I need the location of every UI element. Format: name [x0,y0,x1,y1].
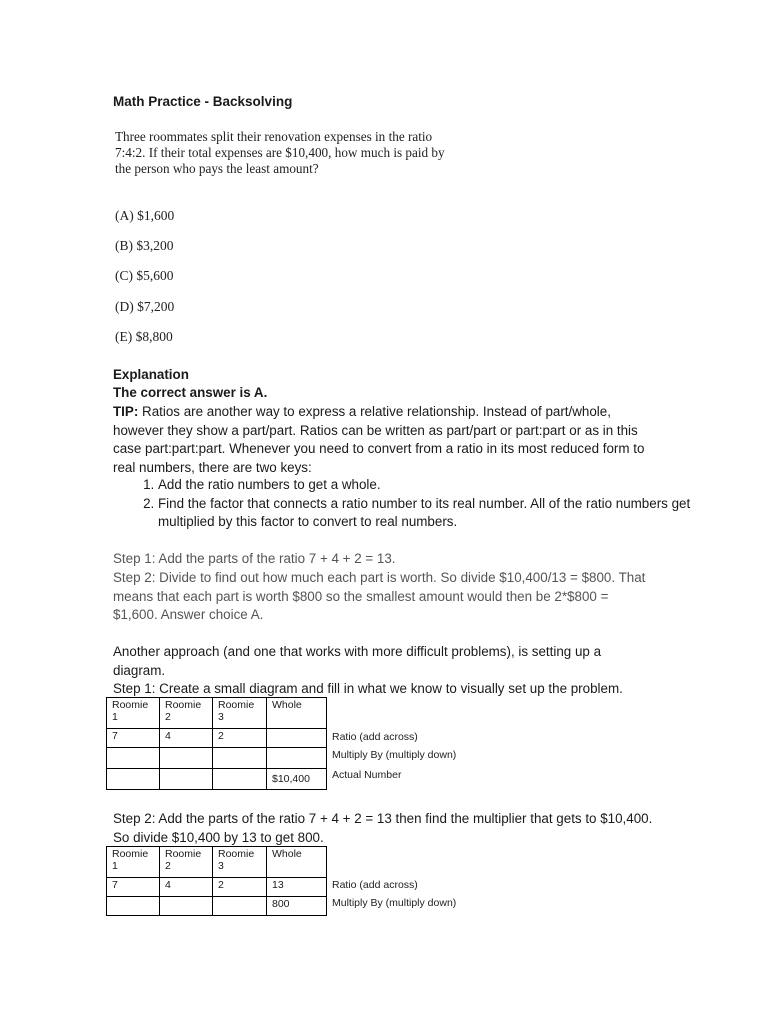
table-cell: $10,400 [267,769,327,790]
diagram-table-2 [106,846,327,916]
tip-label: TIP: [113,404,139,419]
table-cell [160,897,213,916]
approach-step2: Step 2: Add the parts of the ratio 7 + 4 + 2 = 13 then find the multiplier that gets to $10,400. So divide $10,400 by 13 to get 800. [113,811,653,845]
step2-text: Step 2: Divide to find out how much each part is worth. So divide $10,400/13 = $800. That means that each part is worth $800 so the smallest amount would then be 2*$800 = $1,600. Answer choice A. [113,570,646,622]
correct-answer: The correct answer is A. [113,385,268,400]
row-label-multiply: Multiply By (multiply down) [332,897,457,909]
explanation-heading: Explanation [113,367,189,382]
table-cell: 2 [213,729,267,748]
table-cell: 7 [107,878,160,897]
table-cell [160,748,213,769]
list-item: 1. Add the ratio numbers to get a whole. [158,476,698,495]
row-label-actual: Actual Number [332,769,402,781]
table-cell [107,748,160,769]
table-header-cell: Whole [267,847,327,878]
row-label-ratio: Ratio (add across) [332,879,418,891]
table-header-cell: Roomie 2 [160,698,213,729]
table-cell: 13 [267,878,327,897]
approach-step1: Step 1: Create a small diagram and fill in what we know to visually set up the problem. [113,681,623,696]
row-label-ratio: Ratio (add across) [332,731,418,743]
table-header-row [107,698,327,729]
tip-paragraph [113,403,653,477]
table-row [107,769,327,790]
table-header-cell: Roomie 3 [213,847,267,878]
table-cell: 4 [160,878,213,897]
table-row [107,748,327,769]
table-row [107,897,327,916]
table-cell [213,897,267,916]
table-cell [107,769,160,790]
table-cell: 800 [267,897,327,916]
ratio-table [106,697,327,790]
problem-question: Three roommates split their renovation expenses in the ratio 7:4:2. If their total expenses are $10,400, how much is paid by the person who pays the least amount? [115,129,445,176]
table-cell: 2 [213,878,267,897]
table-row [107,729,327,748]
table-header-cell: Roomie 2 [160,847,213,878]
keys-list [113,476,698,532]
table-cell [267,729,327,748]
table-cell [213,769,267,790]
table-cell [107,897,160,916]
table-cell [213,748,267,769]
choice-a: (A) $1,600 [115,208,175,223]
table-header-cell: Roomie 1 [107,847,160,878]
table-cell [160,769,213,790]
choice-c: (C) $5,600 [115,268,174,283]
table-cell: 4 [160,729,213,748]
approach-intro: Another approach (and one that works with more difficult problems), is setting up a diagram. [113,644,602,678]
ratio-table [106,846,327,916]
tip-text: Ratios are another way to express a relative relationship. Instead of part/whole, however they show a part/part. Ratios can be written as part/part or part:part or as in this case part:part:part. Whenever you need to convert from a ratio in its most reduced form to real numbers, there are two keys: [113,404,645,475]
table-header-row [107,847,327,878]
step1-text: Step 1: Add the parts of the ratio 7 + 4 + 2 = 13. [113,551,396,566]
choice-e: (E) $8,800 [115,329,173,344]
table-header-cell: Roomie 3 [213,698,267,729]
table-header-cell: Roomie 1 [107,698,160,729]
table-header-cell: Whole [267,698,327,729]
page-title: Math Practice - Backsolving [113,94,293,109]
diagram-table-1 [106,697,327,790]
list-item: 2. Find the factor that connects a ratio number to its real number. All of the ratio numbers get multiplied by this factor to convert to real numbers. [158,495,698,532]
table-cell: 7 [107,729,160,748]
choice-b: (B) $3,200 [115,238,174,253]
table-row [107,878,327,897]
table-cell [267,748,327,769]
row-label-multiply: Multiply By (multiply down) [332,749,457,761]
choice-d: (D) $7,200 [115,299,175,314]
